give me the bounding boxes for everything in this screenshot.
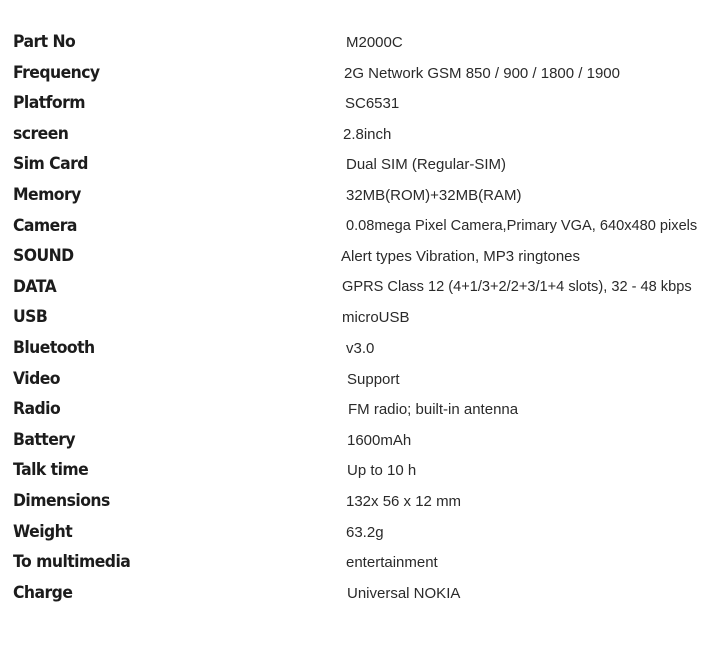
spec-row — [0, 491, 721, 522]
spec-row — [0, 124, 721, 155]
spec-row — [0, 277, 721, 308]
spec-value: 2G Network GSM 850 / 900 / 1800 / 1900 — [344, 64, 620, 82]
spec-value: FM radio; built-in antenna — [348, 401, 519, 419]
spec-label: Part No — [13, 32, 76, 52]
spec-value: Support — [347, 370, 400, 388]
spec-value: 32MB(ROM)+32MB(RAM) — [346, 186, 522, 204]
spec-table — [0, 32, 721, 613]
spec-label: To multimedia — [13, 552, 131, 573]
spec-label: Platform — [13, 93, 86, 114]
spec-row — [0, 460, 721, 491]
spec-label: Battery — [13, 429, 76, 450]
spec-row — [0, 185, 721, 216]
spec-value: SC6531 — [345, 95, 400, 113]
spec-label: USB — [13, 307, 48, 328]
spec-row — [0, 32, 721, 63]
spec-label: Memory — [13, 184, 81, 205]
spec-row — [0, 338, 721, 369]
spec-label: Sim Card — [13, 154, 88, 175]
spec-row — [0, 154, 721, 185]
spec-row — [0, 63, 721, 94]
spec-label: Camera — [13, 215, 77, 236]
spec-row — [0, 93, 721, 124]
spec-label: Talk time — [13, 460, 89, 481]
spec-value: 1600mAh — [347, 431, 412, 449]
spec-value: GPRS Class 12 (4+1/3+2/2+3/1+4 slots), 32 - 48 kbps — [342, 278, 692, 295]
spec-value: v3.0 — [346, 339, 375, 357]
spec-value: entertainment — [346, 554, 438, 572]
spec-label: DATA — [13, 276, 57, 297]
spec-value: M2000C — [346, 34, 403, 51]
spec-row — [0, 583, 721, 614]
spec-value: microUSB — [342, 309, 410, 327]
spec-value: Universal NOKIA — [347, 584, 461, 602]
spec-label: SOUND — [13, 246, 74, 267]
spec-row — [0, 552, 721, 583]
spec-row — [0, 246, 721, 277]
spec-label: Radio — [13, 399, 61, 420]
spec-value: Up to 10 h — [347, 462, 417, 480]
spec-label: Dimensions — [13, 490, 110, 511]
spec-value: 0.08mega Pixel Camera,Primary VGA, 640x480 pixels — [346, 217, 698, 234]
spec-row — [0, 399, 721, 430]
spec-label: Video — [13, 368, 60, 389]
spec-label: Weight — [13, 521, 73, 542]
spec-value: 132x 56 x 12 mm — [346, 492, 462, 510]
spec-value: Dual SIM (Regular-SIM) — [346, 156, 507, 174]
spec-row — [0, 307, 721, 338]
spec-value: Alert types Vibration, MP3 ringtones — [341, 248, 581, 266]
spec-value: 2.8inch — [343, 125, 392, 143]
spec-label: Charge — [13, 582, 73, 603]
spec-row — [0, 369, 721, 400]
spec-label: Frequency — [13, 62, 100, 83]
spec-label: Bluetooth — [13, 337, 95, 358]
spec-row — [0, 522, 721, 553]
spec-label: screen — [13, 123, 69, 144]
spec-value: 63.2g — [346, 523, 384, 541]
spec-row — [0, 216, 721, 247]
spec-row — [0, 430, 721, 461]
